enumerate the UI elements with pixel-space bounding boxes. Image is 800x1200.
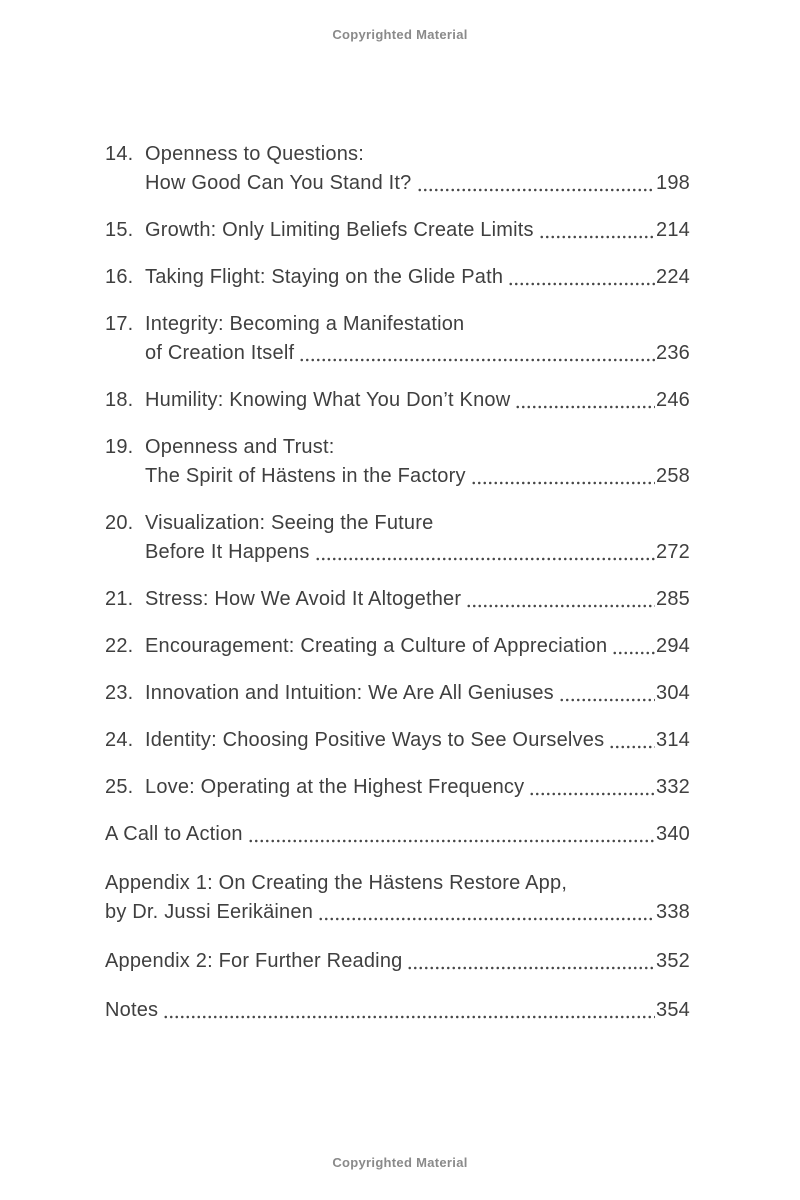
page-number: 224 bbox=[656, 266, 690, 288]
page-number: 285 bbox=[656, 588, 690, 610]
page-number: 340 bbox=[656, 823, 690, 845]
toc-entry-appendix-1 bbox=[105, 869, 690, 927]
dot-leader bbox=[318, 915, 655, 923]
chapter-title-line: The Spirit of Hästens in the Factory bbox=[145, 465, 466, 487]
chapter-title-line: Openness and Trust: bbox=[145, 436, 335, 458]
back-matter-section bbox=[105, 820, 690, 1025]
chapter-title-line: Openness to Questions: bbox=[145, 143, 364, 165]
toc-entry-20 bbox=[105, 509, 690, 567]
chapter-title-line: Growth: Only Limiting Beliefs Create Limits bbox=[145, 219, 534, 241]
chapter-number: 21. bbox=[105, 588, 134, 610]
chapter-number: 16. bbox=[105, 266, 134, 288]
toc-entry-22 bbox=[105, 632, 690, 661]
toc-entry-call-to-action bbox=[105, 820, 690, 849]
chapter-title-line: Innovation and Intuition: We Are All Geniuses bbox=[145, 682, 554, 704]
chapter-title-line: Humility: Knowing What You Don’t Know bbox=[145, 389, 511, 411]
dot-leader bbox=[539, 233, 655, 241]
dot-leader bbox=[163, 1013, 655, 1021]
dot-leader bbox=[466, 602, 655, 610]
chapter-title-line: Taking Flight: Staying on the Glide Path bbox=[145, 266, 504, 288]
section-title-line: A Call to Action bbox=[105, 823, 243, 845]
dot-leader bbox=[315, 555, 655, 563]
page-number: 304 bbox=[656, 682, 690, 704]
toc-entry-15 bbox=[105, 216, 690, 245]
toc-entry-24 bbox=[105, 726, 690, 755]
toc-entry-17 bbox=[105, 310, 690, 368]
chapter-number: 18. bbox=[105, 389, 134, 411]
page-number: 332 bbox=[656, 776, 690, 798]
dot-leader bbox=[248, 837, 655, 845]
toc-entry-25 bbox=[105, 773, 690, 802]
section-title-line: Appendix 2: For Further Reading bbox=[105, 950, 403, 972]
section-title-line: by Dr. Jussi Eerikäinen bbox=[105, 901, 314, 923]
copyright-notice-top: Copyrighted Material bbox=[332, 27, 468, 42]
page-number: 214 bbox=[656, 219, 690, 241]
page-number: 352 bbox=[656, 950, 690, 972]
page-number: 246 bbox=[656, 389, 690, 411]
chapter-number: 22. bbox=[105, 635, 134, 657]
toc-entry-19 bbox=[105, 433, 690, 491]
copyright-notice-bottom: Copyrighted Material bbox=[332, 1155, 468, 1170]
chapter-number: 23. bbox=[105, 682, 134, 704]
chapter-title-line: Before It Happens bbox=[145, 541, 310, 563]
dot-leader bbox=[609, 743, 655, 751]
dot-leader bbox=[417, 186, 656, 194]
toc-entry-16 bbox=[105, 263, 690, 292]
page-number: 258 bbox=[656, 465, 690, 487]
chapter-number: 15. bbox=[105, 219, 134, 241]
chapter-title-line: Visualization: Seeing the Future bbox=[145, 512, 434, 534]
chapter-number: 14. bbox=[105, 143, 134, 165]
table-of-contents bbox=[105, 140, 690, 1045]
page-number: 354 bbox=[656, 999, 690, 1021]
toc-entry-21 bbox=[105, 585, 690, 614]
chapter-title-line: Integrity: Becoming a Manifestation bbox=[145, 313, 465, 335]
chapter-title-line: Encouragement: Creating a Culture of Appreciation bbox=[145, 635, 608, 657]
chapter-title-line: of Creation Itself bbox=[145, 342, 295, 364]
dot-leader bbox=[471, 479, 655, 487]
page-number: 338 bbox=[656, 901, 690, 923]
dot-leader bbox=[299, 356, 655, 364]
page-number: 314 bbox=[656, 729, 690, 751]
chapter-title-line: Love: Operating at the Highest Frequency bbox=[145, 776, 525, 798]
toc-entry-appendix-2 bbox=[105, 947, 690, 976]
dot-leader bbox=[515, 403, 655, 411]
toc-entry-23 bbox=[105, 679, 690, 708]
toc-entry-14 bbox=[105, 140, 690, 198]
toc-entry-notes bbox=[105, 996, 690, 1025]
chapter-number: 17. bbox=[105, 313, 134, 335]
dot-leader bbox=[529, 790, 655, 798]
chapter-number: 19. bbox=[105, 436, 134, 458]
section-title-line: Notes bbox=[105, 999, 159, 1021]
page-number: 198 bbox=[656, 172, 690, 194]
toc-entry-18 bbox=[105, 386, 690, 415]
section-title-line: Appendix 1: On Creating the Hästens Restore App, bbox=[105, 872, 568, 894]
dot-leader bbox=[612, 649, 655, 657]
dot-leader bbox=[559, 696, 655, 704]
chapter-number: 24. bbox=[105, 729, 134, 751]
dot-leader bbox=[407, 964, 655, 972]
chapter-title-line: How Good Can You Stand It? bbox=[145, 172, 412, 194]
chapter-title-line: Identity: Choosing Positive Ways to See Ourselves bbox=[145, 729, 605, 751]
page-number: 236 bbox=[656, 342, 690, 364]
chapter-title-line: Stress: How We Avoid It Altogether bbox=[145, 588, 462, 610]
chapter-number: 20. bbox=[105, 512, 134, 534]
chapter-number: 25. bbox=[105, 776, 134, 798]
page-number: 272 bbox=[656, 541, 690, 563]
dot-leader bbox=[508, 280, 655, 288]
page-number: 294 bbox=[656, 635, 690, 657]
